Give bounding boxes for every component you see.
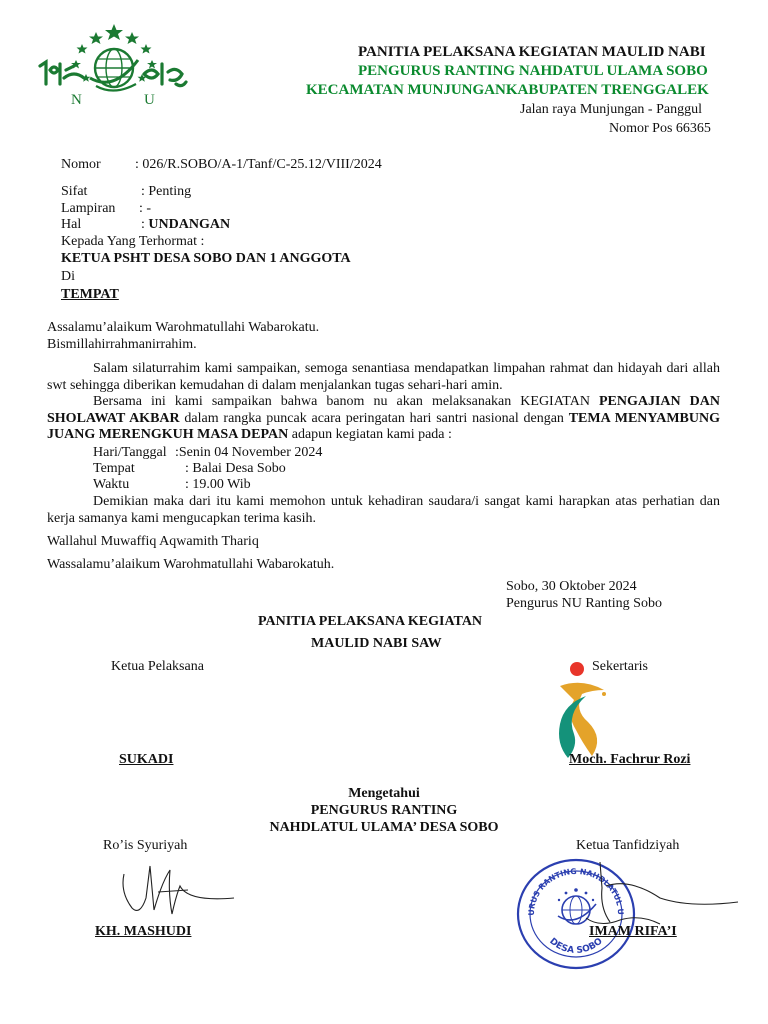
rois-signer-name: KH. MASHUDI xyxy=(95,924,192,939)
letterhead-committee: PANITIA PELAKSANA KEGIATAN MAULID NABI xyxy=(358,44,706,60)
greeting-basmalah: Bismillahirrahmanirrahim. xyxy=(47,337,197,352)
schedule-label: Hari/Tanggal xyxy=(93,445,167,460)
lampiran-label: Lampiran xyxy=(61,201,116,216)
committee-subtitle: MAULID NABI SAW xyxy=(311,636,442,651)
nomor-label: Nomor xyxy=(61,157,101,172)
signing-org: Pengurus NU Ranting Sobo xyxy=(506,596,662,611)
logo-letter-u: U xyxy=(144,92,155,108)
nu-logo xyxy=(36,22,192,118)
schedule-value: :Senin 04 November 2024 xyxy=(175,445,323,460)
schedule-row-date xyxy=(93,445,322,461)
letterhead-org: PENGURUS RANTING NAHDATUL ULAMA SOBO xyxy=(358,63,708,79)
acknowledge-org: PENGURUS RANTING xyxy=(310,803,458,818)
hal-value xyxy=(141,217,230,233)
invitation-text-3: adapun kegiatan kami pada : xyxy=(288,427,452,442)
paragraph-opening xyxy=(47,361,720,394)
hal-label: Hal xyxy=(61,217,82,232)
recipient-di: Di xyxy=(61,269,75,284)
right-role: Sekertaris xyxy=(592,659,648,674)
closing-prayer: Wallahul Muwaffiq Aqwamith Thariq xyxy=(47,534,259,549)
rois-role: Ro’is Syuriyah xyxy=(103,838,188,853)
recipient-place: TEMPAT xyxy=(61,287,119,302)
invitation-text-2: dalam rangka puncak acara peringatan hari santri nasional dengan xyxy=(179,410,569,426)
paragraph-opening-text: Salam silaturrahim kami sampaikan, semoga senantiasa mendapatkan limpahan rahmat dan hidayah dari allah swt sehingga diberikan kemudahan di dalam menjalankan tugas sehari-hari amin. xyxy=(47,361,720,393)
mascot-figure-icon xyxy=(552,660,612,760)
sifat-label: Sifat xyxy=(61,184,88,199)
tanfidziyah-role: Ketua Tanfidziyah xyxy=(576,838,680,853)
schedule-row-place xyxy=(93,461,286,477)
committee-title: PANITIA PELAKSANA KEGIATAN xyxy=(258,614,483,629)
nomor-value: : 026/R.SOBO/A-1/Tanf/C-25.12/VIII/2024 xyxy=(135,157,382,172)
stamp-bottom-text: DESA SOBO xyxy=(547,936,605,956)
greeting-salam: Assalamu’alaikum Warohmatullahi Wabarokatu. xyxy=(47,320,320,335)
schedule-label: Waktu xyxy=(93,477,130,492)
nu-emblem-icon xyxy=(36,22,192,118)
stamp-top-text: URUS RANTING NAHDLATUL U xyxy=(526,866,626,916)
paragraph-closing xyxy=(47,494,720,527)
hal-subject: UNDANGAN xyxy=(148,217,231,232)
left-role: Ketua Pelaksana xyxy=(111,659,204,674)
schedule-label: Tempat xyxy=(93,461,135,476)
paragraph-closing-text: Demikian maka dari itu kami memohon untuk kehadiran saudara/i sangat kami harapkan atas perhatian dan kerja samanya kami mengucapkan terima kasih. xyxy=(47,494,720,526)
lampiran-value: : - xyxy=(139,201,152,216)
hal-colon: : xyxy=(141,217,145,232)
letterhead-postcode: Nomor Pos 66365 xyxy=(609,121,711,136)
recipient-to: Kepada Yang Terhormat : xyxy=(61,234,205,249)
acknowledge-title: Mengetahui xyxy=(348,786,420,801)
letterhead-address: Jalan raya Munjungan - Panggul xyxy=(520,102,702,117)
sifat-value: : Penting xyxy=(141,184,192,199)
closing-salam: Wassalamu’alaikum Warohmatullahi Wabarokatuh. xyxy=(47,557,335,572)
mascot-figure xyxy=(552,660,612,760)
recipient-name: KETUA PSHT DESA SOBO DAN 1 ANGGOTA xyxy=(61,251,351,266)
letterhead-district: KECAMATAN MUNJUNGANKABUPATEN TRENGGALEK xyxy=(306,82,709,98)
right-signer-name: Moch. Fachrur Rozi xyxy=(569,752,691,767)
logo-letter-n: N xyxy=(71,92,82,108)
acknowledge-org-2: NAHDLATUL ULAMA’ DESA SOBO xyxy=(269,820,499,835)
place-date: Sobo, 30 Oktober 2024 xyxy=(506,579,637,594)
schedule-row-time xyxy=(93,477,251,493)
left-signer-name: SUKADI xyxy=(119,752,174,767)
handwritten-signature xyxy=(118,852,238,922)
signature-scribble-icon xyxy=(118,852,238,922)
tanfidziyah-signer-name: IMAM RIFA’I xyxy=(589,924,677,939)
schedule-value: : Balai Desa Sobo xyxy=(185,461,286,476)
event-name: PENGAJIAN DAN SHOLAWAT AKBAR xyxy=(47,394,721,426)
schedule-value: : 19.00 Wib xyxy=(185,477,251,492)
invitation-text-1: Bersama ini kami sampaikan bahwa banom nu akan melaksanakan KEGIATAN xyxy=(93,394,599,409)
paragraph-invitation xyxy=(47,394,720,444)
event-theme: TEMA MENYAMBUNG JUANG MERENGKUH MASA DEPAN xyxy=(47,410,720,442)
